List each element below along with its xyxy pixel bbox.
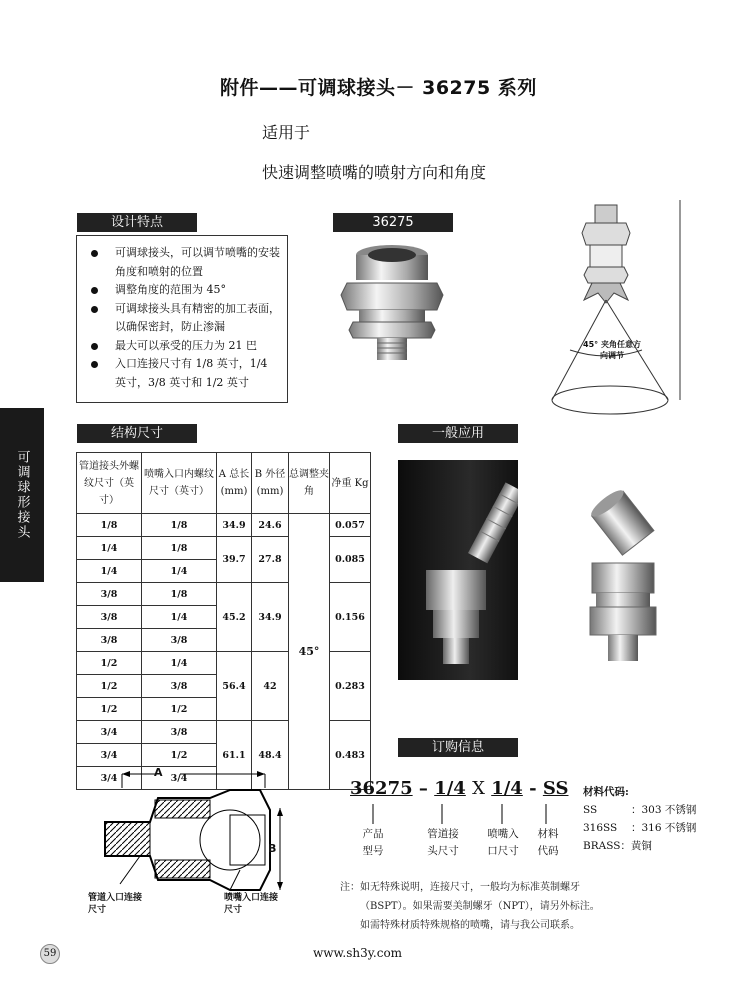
- order-code-leaders: [350, 804, 560, 826]
- cell-angle: 45°: [289, 514, 330, 790]
- cell-pipe: 3/8: [77, 629, 142, 652]
- material-row: [583, 801, 696, 819]
- application-photo-1: [398, 460, 518, 680]
- note-line: 注：如无特殊说明，连接尺寸，一般均为标准英制螺牙: [340, 882, 580, 893]
- features-header: 设计特点: [77, 213, 197, 232]
- col-pipe-thread: 管道接头外螺纹尺寸（英寸）: [77, 453, 142, 514]
- cell-nozzle: 3/8: [142, 721, 217, 744]
- cell-a: 61.1: [217, 721, 252, 790]
- cell-kg: 0.057: [330, 514, 371, 537]
- label-product-model: 产品型号: [362, 828, 384, 857]
- material-row: [583, 819, 696, 837]
- features-list: [87, 244, 281, 392]
- code-nozzle-size: 1/4: [491, 778, 523, 799]
- col-diameter-b: B 外径 (mm): [252, 453, 289, 514]
- feature-item: 最大可以承受的压力为 21 巴: [87, 337, 281, 356]
- cell-kg: 0.085: [330, 537, 371, 583]
- code-material: SS: [542, 778, 569, 799]
- cell-nozzle: 1/4: [142, 560, 217, 583]
- pipe-inlet-label: 管道入口连接尺寸: [88, 893, 143, 915]
- cell-b: 24.6: [252, 514, 289, 537]
- side-tab-label: 可调球形接头: [14, 450, 30, 540]
- col-nozzle-thread: 喷嘴入口内螺纹尺寸（英寸）: [142, 453, 217, 514]
- dimension-b-label: B: [268, 842, 277, 855]
- cell-kg: 0.283: [330, 652, 371, 721]
- cell-nozzle: 1/8: [142, 583, 217, 606]
- col-length-a: A 总长 (mm): [217, 453, 252, 514]
- cell-pipe: 3/8: [77, 583, 142, 606]
- label-material-code: 材料代码: [537, 828, 559, 857]
- feature-item: 可调球接头具有精密的加工表面，以确保密封，防止渗漏: [87, 300, 281, 337]
- material-codes: [583, 783, 696, 855]
- cell-b: 27.8: [252, 537, 289, 583]
- code-dash-1: –: [418, 778, 428, 799]
- spray-angle-diagram: [540, 200, 685, 420]
- angle-label: 45° 夹角任意方向调节: [583, 340, 641, 360]
- application-header: 一般应用: [398, 424, 518, 443]
- cell-nozzle: 3/8: [142, 675, 217, 698]
- table-header-row: [77, 453, 371, 514]
- cell-pipe: 1/8: [77, 514, 142, 537]
- material-desc: ：黄铜: [620, 840, 652, 852]
- cell-kg: 0.156: [330, 583, 371, 652]
- website-url[interactable]: www.sh3y.com: [313, 946, 403, 960]
- code-pipe-size: 1/4: [434, 778, 466, 799]
- cell-b: 48.4: [252, 721, 289, 790]
- cell-pipe: 1/4: [77, 560, 142, 583]
- page-title: 附件——可调球接头－ 36275 系列: [220, 77, 537, 99]
- cell-nozzle: 3/4: [142, 767, 217, 790]
- cell-b: 42: [252, 652, 289, 721]
- dimensions-table: [76, 452, 371, 790]
- page-number: 59: [40, 944, 60, 964]
- cell-nozzle: 1/2: [142, 744, 217, 767]
- order-code: [350, 778, 568, 799]
- label-nozzle-size: 喷嘴入口尺寸: [487, 828, 519, 857]
- col-weight: 净重 Kg: [330, 453, 371, 514]
- material-code: BRASS: [583, 840, 621, 852]
- notes: [340, 878, 600, 935]
- code-product: 36275: [350, 778, 413, 799]
- product-photo: [335, 235, 450, 365]
- cell-pipe: 1/2: [77, 698, 142, 721]
- cell-pipe: 3/4: [77, 744, 142, 767]
- cell-kg: 0.483: [330, 721, 371, 790]
- cell-pipe: 1/4: [77, 537, 142, 560]
- cell-nozzle: 1/4: [142, 652, 217, 675]
- cell-nozzle: 1/4: [142, 606, 217, 629]
- cell-a: 56.4: [217, 652, 252, 721]
- material-title: 材料代码:: [583, 786, 629, 798]
- cell-nozzle: 1/8: [142, 537, 217, 560]
- dimensions-header: 结构尺寸: [77, 424, 197, 443]
- label-pipe-size: 管道接头尺寸: [427, 828, 459, 857]
- features-box: [76, 235, 288, 403]
- cell-pipe: 3/4: [77, 767, 142, 790]
- cell-pipe: 3/8: [77, 606, 142, 629]
- cell-a: 45.2: [217, 583, 252, 652]
- dimension-a-label: A: [154, 766, 163, 779]
- code-dash-2: -: [529, 778, 537, 799]
- material-code: 316SS: [583, 822, 618, 834]
- material-code: SS: [583, 804, 598, 816]
- note-line: （BSPT）。如果需要美制螺牙（NPT），请另外标注。: [360, 901, 600, 912]
- note-line: 如需特殊材质特殊规格的喷嘴，请与我公司联系。: [360, 920, 580, 931]
- table-row: [77, 514, 371, 537]
- ordering-header: 订购信息: [398, 738, 518, 757]
- code-x: X: [472, 778, 485, 799]
- feature-item: 调整角度的范围为 45°: [87, 281, 281, 300]
- material-row: [583, 837, 696, 855]
- application-photo-2: [572, 485, 672, 670]
- material-desc: ：303 不锈钢: [631, 804, 697, 816]
- nozzle-inlet-label: 喷嘴入口连接尺寸: [224, 893, 279, 915]
- subtitle-purpose: 快速调整喷嘴的喷射方向和角度: [262, 163, 487, 182]
- product-header: 36275: [333, 213, 453, 232]
- cell-a: 39.7: [217, 537, 252, 583]
- cell-pipe: 1/2: [77, 652, 142, 675]
- cell-pipe: 3/4: [77, 721, 142, 744]
- cell-pipe: 1/2: [77, 675, 142, 698]
- side-section-tab: [0, 408, 44, 582]
- cell-a: 34.9: [217, 514, 252, 537]
- material-desc: ：316 不锈钢: [631, 822, 697, 834]
- cell-nozzle: 1/2: [142, 698, 217, 721]
- feature-item: 可调球接头，可以调节喷嘴的安装角度和喷射的位置: [87, 244, 281, 281]
- cell-nozzle: 3/8: [142, 629, 217, 652]
- cell-nozzle: 1/8: [142, 514, 217, 537]
- subtitle-applies-to: 适用于: [262, 123, 311, 142]
- cell-b: 34.9: [252, 583, 289, 652]
- col-adjust-angle: 总调整夹角: [289, 453, 330, 514]
- feature-item: 入口连接尺寸有 1/8 英寸，1/4 英寸，3/8 英寸和 1/2 英寸: [87, 355, 281, 392]
- nozzle-assembly-photo: [398, 460, 518, 680]
